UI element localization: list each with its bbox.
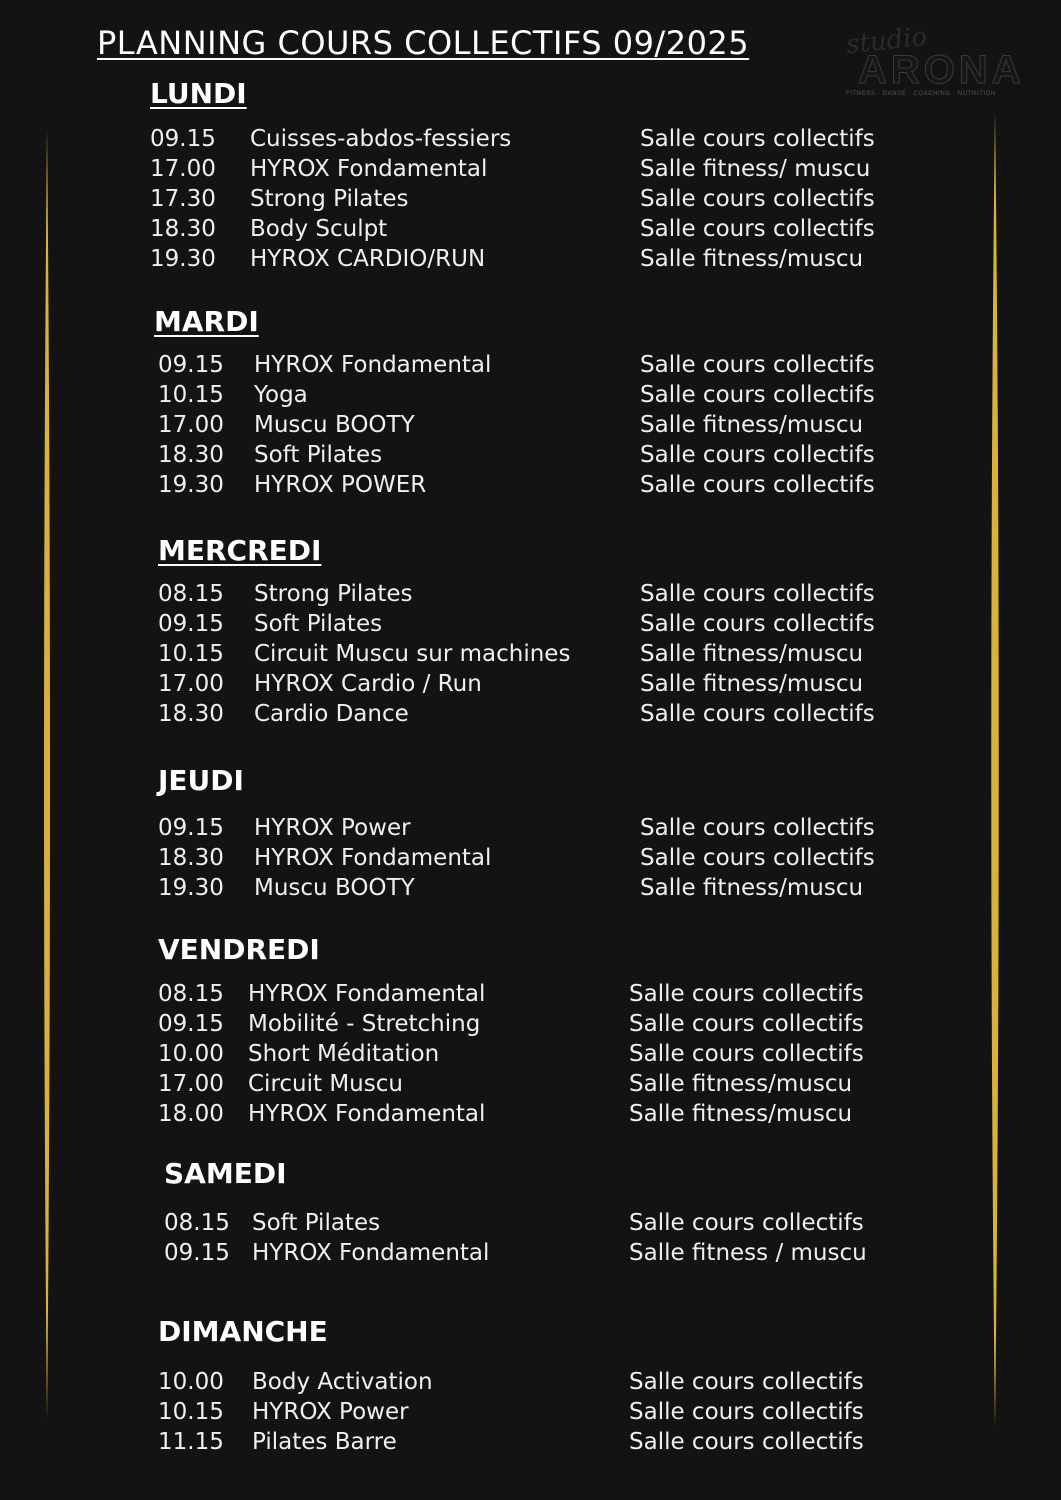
session-time: 17.00: [158, 671, 224, 697]
session-time: 09.15: [158, 611, 224, 637]
session-time: 08.15: [158, 981, 224, 1007]
session-course: Cardio Dance: [254, 701, 409, 727]
session-room: Salle fitness/muscu: [629, 1071, 853, 1097]
session-time: 10.15: [158, 1399, 224, 1425]
session-course: Soft Pilates: [254, 611, 383, 637]
session-course: Circuit Muscu: [248, 1071, 403, 1097]
session-course: HYROX POWER: [254, 472, 427, 498]
session-course: Soft Pilates: [254, 442, 383, 468]
session-room: Salle fitness/muscu: [640, 671, 864, 697]
session-room: Salle cours collectifs: [640, 611, 875, 637]
session-room: Salle fitness/muscu: [629, 1101, 853, 1127]
session-time: 17.00: [158, 1071, 224, 1097]
session-course: Strong Pilates: [250, 186, 409, 212]
right-gold-spike-shape: [991, 112, 999, 1428]
session-course: HYROX Fondamental: [248, 1101, 486, 1127]
session-course: HYROX Power: [254, 815, 411, 841]
session-time: 19.30: [158, 875, 224, 901]
session-course: HYROX Fondamental: [254, 352, 492, 378]
session-room: Salle cours collectifs: [629, 981, 864, 1007]
session-room: Salle cours collectifs: [640, 581, 875, 607]
session-room: Salle fitness/ muscu: [640, 156, 871, 182]
session-room: Salle cours collectifs: [629, 1369, 864, 1395]
session-course: Cuisses-abdos-fessiers: [250, 126, 512, 152]
studio-arona-logo: [844, 21, 1025, 102]
session-course: Yoga: [254, 382, 308, 408]
session-time: 08.15: [158, 581, 224, 607]
session-room: Salle cours collectifs: [640, 352, 875, 378]
session-course: Soft Pilates: [252, 1210, 381, 1236]
session-room: Salle cours collectifs: [640, 126, 875, 152]
session-time: 19.30: [158, 472, 224, 498]
session-time: 10.00: [158, 1369, 224, 1395]
session-course: HYROX Fondamental: [250, 156, 488, 182]
session-room: Salle cours collectifs: [640, 845, 875, 871]
session-room: Salle cours collectifs: [629, 1210, 864, 1236]
left-gold-spike-shape: [44, 128, 50, 1420]
session-course: Short Méditation: [248, 1041, 440, 1067]
session-course: HYROX Fondamental: [248, 981, 486, 1007]
logo-script: studio: [844, 21, 929, 61]
session-room: Salle cours collectifs: [640, 382, 875, 408]
session-time: 09.15: [158, 1011, 224, 1037]
day-heading: MARDI: [154, 305, 259, 338]
session-room: Salle cours collectifs: [629, 1041, 864, 1067]
day-heading: VENDREDI: [158, 933, 320, 966]
session-room: Salle fitness/muscu: [640, 875, 864, 901]
session-course: Pilates Barre: [252, 1429, 397, 1455]
session-time: 10.15: [158, 382, 224, 408]
session-room: Salle cours collectifs: [640, 186, 875, 212]
session-room: Salle cours collectifs: [640, 815, 875, 841]
session-time: 19.30: [150, 246, 216, 272]
session-room: Salle cours collectifs: [629, 1011, 864, 1037]
session-time: 09.15: [150, 126, 216, 152]
session-time: 17.00: [158, 412, 224, 438]
left-gold-spike: [38, 128, 56, 1420]
session-course: Circuit Muscu sur machines: [254, 641, 571, 667]
session-room: Salle cours collectifs: [640, 442, 875, 468]
session-room: Salle cours collectifs: [640, 216, 875, 242]
session-time: 10.00: [158, 1041, 224, 1067]
session-room: Salle cours collectifs: [629, 1429, 864, 1455]
session-course: Muscu BOOTY: [254, 412, 415, 438]
session-course: Muscu BOOTY: [254, 875, 415, 901]
session-room: Salle cours collectifs: [640, 701, 875, 727]
session-time: 18.30: [158, 442, 224, 468]
session-course: Body Activation: [252, 1369, 433, 1395]
day-heading: MERCREDI: [158, 534, 322, 567]
session-course: HYROX Fondamental: [252, 1240, 490, 1266]
session-time: 09.15: [158, 352, 224, 378]
session-course: Mobilité - Stretching: [248, 1011, 481, 1037]
session-time: 17.00: [150, 156, 216, 182]
session-room: Salle fitness/muscu: [640, 246, 864, 272]
session-room: Salle fitness / muscu: [629, 1240, 867, 1266]
session-time: 18.00: [158, 1101, 224, 1127]
right-gold-spike: [985, 112, 1005, 1428]
session-course: HYROX Cardio / Run: [254, 671, 482, 697]
session-time: 10.15: [158, 641, 224, 667]
day-heading: DIMANCHE: [158, 1315, 328, 1348]
session-room: Salle cours collectifs: [640, 472, 875, 498]
session-course: HYROX Fondamental: [254, 845, 492, 871]
day-heading: SAMEDI: [164, 1157, 287, 1190]
day-heading: JEUDI: [158, 764, 244, 797]
page-title: PLANNING COURS COLLECTIFS 09/2025: [97, 24, 750, 62]
session-room: Salle fitness/muscu: [640, 641, 864, 667]
session-room: Salle fitness/muscu: [640, 412, 864, 438]
session-course: Strong Pilates: [254, 581, 413, 607]
session-time: 18.30: [158, 845, 224, 871]
logo-tagline: FITNESS · DANSE · COACHING · NUTRITION: [846, 91, 996, 97]
session-course: HYROX Power: [252, 1399, 409, 1425]
session-course: HYROX CARDIO/RUN: [250, 246, 486, 272]
session-time: 09.15: [158, 815, 224, 841]
logo-brand: ARONA: [858, 48, 1025, 92]
session-time: 08.15: [164, 1210, 230, 1236]
session-time: 18.30: [158, 701, 224, 727]
session-course: Body Sculpt: [250, 216, 388, 242]
day-heading: LUNDI: [150, 77, 247, 110]
session-time: 18.30: [150, 216, 216, 242]
session-time: 09.15: [164, 1240, 230, 1266]
session-room: Salle cours collectifs: [629, 1399, 864, 1425]
session-time: 17.30: [150, 186, 216, 212]
session-time: 11.15: [158, 1429, 224, 1455]
